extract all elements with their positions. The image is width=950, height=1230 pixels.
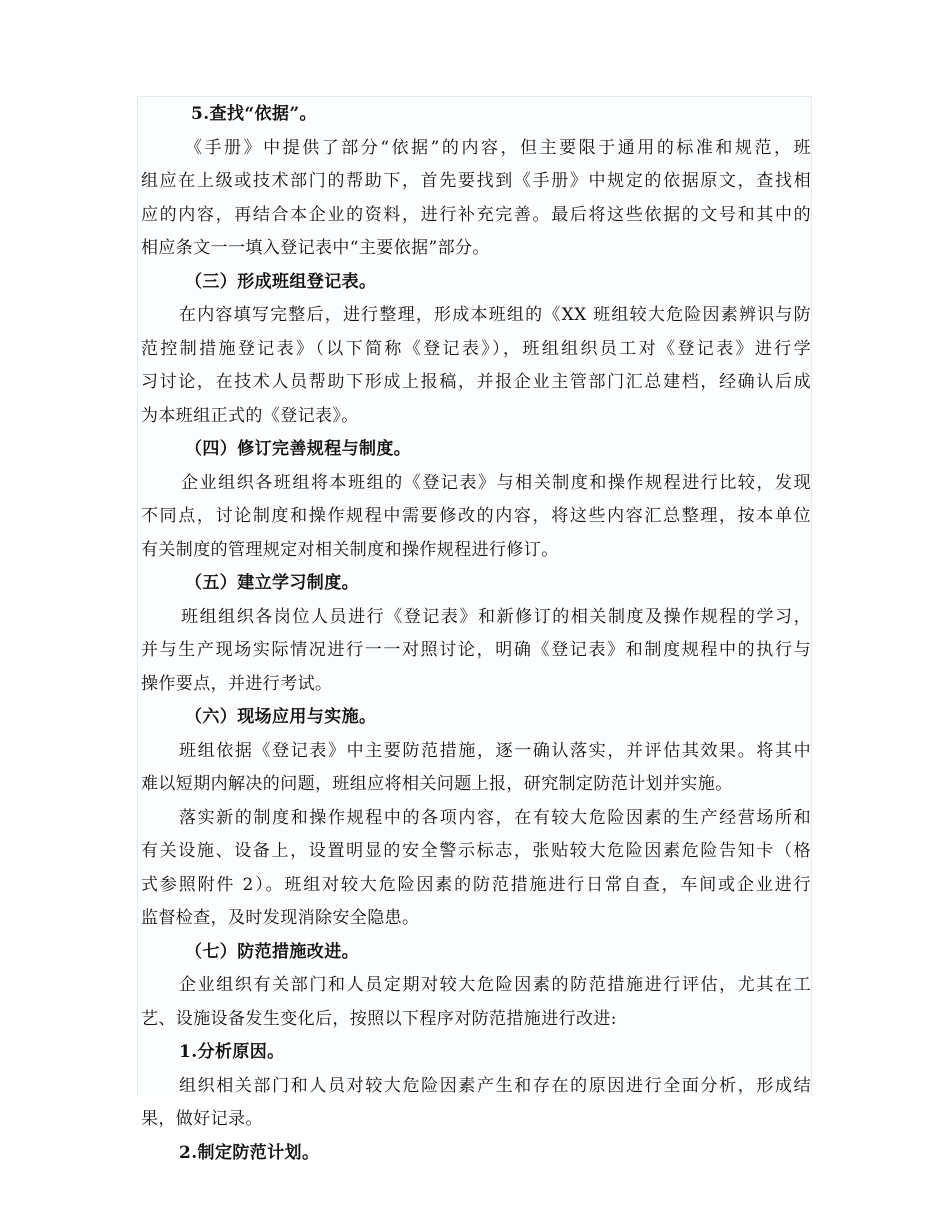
- line-24: 式参照附件 2）。班组对较大危险因素的防范措施进行日常自查，车间或企业进行: [141, 874, 811, 895]
- line-16: 班组组织各岗位人员进行《登记表》和新修订的相关制度及操作规程的学习，: [181, 606, 811, 627]
- line-30: 组织相关部门和人员对较大危险因素产生和存在的原因进行全面分析，形成结: [179, 1075, 811, 1096]
- line-14: 有关制度的管理规定对相关制度和操作规程进行修订。: [141, 539, 559, 560]
- section-heading-5: （五）建立学习制度。: [185, 573, 359, 593]
- line-20: 班组依据《登记表》中主要防范措施，逐一确认落实，并评估其效果。将其中: [179, 740, 811, 761]
- line-08: 范控制措施登记表》（以下简称《登记表》），班组组织员工对《登记表》进行学: [141, 338, 811, 359]
- line-17: 并与生产现场实际情况进行一一对照讨论，明确《登记表》和制度规程中的执行与: [141, 640, 811, 660]
- subheading-prevention-plan: 2.制定防范计划。: [179, 1142, 320, 1163]
- line-01: 5.查找“依据”。: [191, 104, 317, 124]
- document-body: [141, 98, 811, 1170]
- line-18: 操作要点，并进行考试。: [141, 673, 333, 694]
- line-23: 有关设施、设备上，设置明显的安全警示标志，张贴较大危险因素危险告知卡（格: [141, 841, 811, 861]
- line-21: 难以短期内解决的问题，班组应将相关问题上报，研究制定防范计划并实施。: [141, 774, 733, 794]
- line-22: 落实新的制度和操作规程中的各项内容，在有较大危险因素的生产经营场所和: [179, 807, 811, 828]
- line-05: 相应条文一一填入登记表中“主要依据”部分。: [141, 238, 490, 258]
- line-07: 在内容填写完整后，进行整理，形成本班组的《XX 班组较大危险因素辨识与防: [179, 305, 811, 325]
- line-28: 艺、设施设备发生变化后，按照以下程序对防范措施进行改进:: [141, 1008, 617, 1029]
- line-03: 组应在上级或技术部门的帮助下，首先要找到《手册》中规定的依据原文，查找相: [141, 171, 811, 191]
- section-heading-6: （六）现场应用与实施。: [185, 707, 377, 727]
- line-31: 果，做好记录。: [141, 1109, 263, 1129]
- line-12: 企业组织各班组将本班组的《登记表》与相关制度和操作规程进行比较，发现: [181, 472, 811, 493]
- section-heading-3: （三）形成班组登记表。: [185, 271, 377, 292]
- line-25: 监督检查，及时发现消除安全隐患。: [141, 908, 420, 928]
- section-heading-4: （四）修订完善规程与制度。: [185, 439, 412, 459]
- section-heading-7: （七）防范措施改进。: [185, 941, 359, 962]
- subheading-analyze-causes: 1.分析原因。: [179, 1042, 285, 1062]
- line-13: 不同点，讨论制度和操作规程中需要修改的内容，将这些内容汇总整理，按本单位: [141, 506, 811, 526]
- line-04: 应的内容，再结合本企业的资料，进行补充完善。最后将这些依据的文号和其中的: [141, 204, 811, 225]
- line-10: 为本班组正式的《登记表》。: [141, 405, 359, 426]
- line-02: 《手册》中提供了部分“依据”的内容，但主要限于通用的标准和规范，班: [185, 137, 811, 158]
- line-09: 习讨论，在技术人员帮助下形成上报稿，并报企业主管部门汇总建档，经确认后成: [141, 372, 811, 392]
- line-27: 企业组织有关部门和人员定期对较大危险因素的防范措施进行评估，尤其在工: [179, 975, 811, 995]
